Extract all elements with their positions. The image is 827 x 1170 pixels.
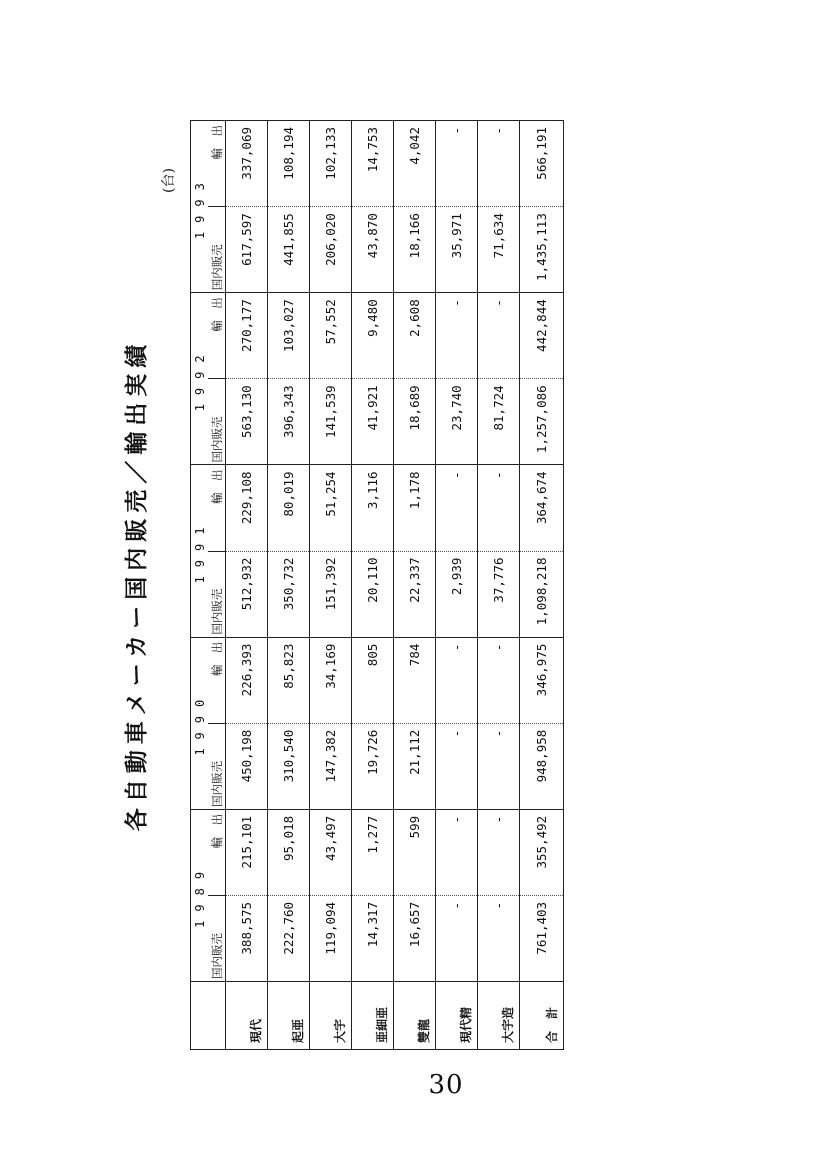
export-value: 270,177 <box>226 293 268 379</box>
domestic-value: - <box>478 723 520 809</box>
domestic-value: 222,760 <box>268 895 310 981</box>
export-value: 95,018 <box>268 809 310 895</box>
year-1990: 1990 <box>191 637 209 809</box>
domestic-value: 396,343 <box>268 379 310 465</box>
domestic-value: - <box>436 723 478 809</box>
domestic-header: 国内販売 <box>208 551 226 637</box>
maker-name: 雙龍 <box>394 982 436 1050</box>
domestic-value: 22,337 <box>394 551 436 637</box>
export-value: 14,753 <box>352 121 394 207</box>
export-header: 輸 出 <box>208 637 226 723</box>
year-1993: 1993 <box>191 121 209 293</box>
export-value: 337,069 <box>226 121 268 207</box>
export-value: - <box>478 465 520 551</box>
domestic-header: 国内販売 <box>208 723 226 809</box>
domestic-header: 国内販売 <box>208 207 226 293</box>
domestic-value: 41,921 <box>352 379 394 465</box>
maker-name: 大宇造 <box>478 982 520 1050</box>
total-label: 合 計 <box>520 982 564 1050</box>
domestic-value: 147,382 <box>310 723 352 809</box>
maker-name: 現代 <box>226 982 268 1050</box>
domestic-value: 37,776 <box>478 551 520 637</box>
domestic-value: 350,732 <box>268 551 310 637</box>
subheader-row <box>208 121 226 1050</box>
export-total: 364,674 <box>520 465 564 551</box>
domestic-value: 19,726 <box>352 723 394 809</box>
domestic-value: 18,689 <box>394 379 436 465</box>
export-value: 2,608 <box>394 293 436 379</box>
table-row <box>226 121 268 1050</box>
export-value: 226,393 <box>226 637 268 723</box>
export-value: 215,101 <box>226 809 268 895</box>
table-row <box>352 121 394 1050</box>
domestic-value: 141,539 <box>310 379 352 465</box>
table-row <box>394 121 436 1050</box>
domestic-total: 948,958 <box>520 723 564 809</box>
export-value: - <box>436 121 478 207</box>
domestic-value: 14,317 <box>352 895 394 981</box>
table-title: 各自動車メーカー国内販売／輸出実績 <box>124 338 150 832</box>
export-value: - <box>478 637 520 723</box>
domestic-value: 21,112 <box>394 723 436 809</box>
export-value: 805 <box>352 637 394 723</box>
domestic-value: 16,657 <box>394 895 436 981</box>
export-total: 566,191 <box>520 121 564 207</box>
export-value: 9,480 <box>352 293 394 379</box>
export-value: - <box>478 293 520 379</box>
domestic-total: 1,435,113 <box>520 207 564 293</box>
export-value: 103,027 <box>268 293 310 379</box>
table-row <box>478 121 520 1050</box>
export-value: 4,042 <box>394 121 436 207</box>
domestic-value: 512,932 <box>226 551 268 637</box>
export-total: 442,844 <box>520 293 564 379</box>
domestic-value: 119,094 <box>310 895 352 981</box>
export-value: - <box>436 809 478 895</box>
year-1992: 1992 <box>191 293 209 465</box>
export-header: 輸 出 <box>208 121 226 207</box>
export-value: 85,823 <box>268 637 310 723</box>
export-value: 80,019 <box>268 465 310 551</box>
maker-name: 大宇 <box>310 982 352 1050</box>
export-value: 57,552 <box>310 293 352 379</box>
domestic-value: 310,540 <box>268 723 310 809</box>
domestic-value: 23,740 <box>436 379 478 465</box>
year-header-row <box>191 121 209 1050</box>
maker-name: 現代精 <box>436 982 478 1050</box>
export-value: 1,277 <box>352 809 394 895</box>
domestic-value: 18,166 <box>394 207 436 293</box>
maker-name: 亜細亜 <box>352 982 394 1050</box>
export-total: 346,975 <box>520 637 564 723</box>
domestic-value: 35,971 <box>436 207 478 293</box>
domestic-value: 151,392 <box>310 551 352 637</box>
export-value: 3,116 <box>352 465 394 551</box>
page-number: 30 <box>428 1070 464 1100</box>
table-row <box>310 121 352 1050</box>
maker-name: 起亜 <box>268 982 310 1050</box>
export-value: 108,194 <box>268 121 310 207</box>
domestic-value: - <box>478 895 520 981</box>
export-value: 43,497 <box>310 809 352 895</box>
export-value: - <box>478 121 520 207</box>
domestic-value: 71,634 <box>478 207 520 293</box>
domestic-value: 2,939 <box>436 551 478 637</box>
table-row <box>268 121 310 1050</box>
export-value: 51,254 <box>310 465 352 551</box>
corner-cell <box>191 982 226 1050</box>
export-value: - <box>436 637 478 723</box>
export-header: 輸 出 <box>208 809 226 895</box>
domestic-total: 761,403 <box>520 895 564 981</box>
rotated-table-sheet <box>60 120 559 1050</box>
export-value: - <box>436 465 478 551</box>
export-value: 34,169 <box>310 637 352 723</box>
sales-export-table <box>190 120 564 1050</box>
total-row <box>520 121 564 1050</box>
unit-label: (台) <box>161 168 177 193</box>
domestic-value: 388,575 <box>226 895 268 981</box>
domestic-value: 43,870 <box>352 207 394 293</box>
export-value: - <box>436 293 478 379</box>
export-header: 輸 出 <box>208 465 226 551</box>
export-value: 784 <box>394 637 436 723</box>
domestic-value: - <box>436 895 478 981</box>
domestic-header: 国内販売 <box>208 379 226 465</box>
export-value: 229,108 <box>226 465 268 551</box>
export-value: 102,133 <box>310 121 352 207</box>
export-total: 355,492 <box>520 809 564 895</box>
domestic-value: 441,855 <box>268 207 310 293</box>
domestic-value: 563,130 <box>226 379 268 465</box>
export-value: - <box>478 809 520 895</box>
domestic-total: 1,098,218 <box>520 551 564 637</box>
domestic-value: 20,110 <box>352 551 394 637</box>
domestic-value: 450,198 <box>226 723 268 809</box>
year-1989: 1989 <box>191 809 209 981</box>
export-value: 1,178 <box>394 465 436 551</box>
domestic-value: 206,020 <box>310 207 352 293</box>
domestic-total: 1,257,086 <box>520 379 564 465</box>
table-row <box>436 121 478 1050</box>
domestic-header: 国内販売 <box>208 895 226 981</box>
domestic-value: 617,597 <box>226 207 268 293</box>
domestic-value: 81,724 <box>478 379 520 465</box>
export-header: 輸 出 <box>208 293 226 379</box>
year-1991: 1991 <box>191 465 209 637</box>
export-value: 599 <box>394 809 436 895</box>
